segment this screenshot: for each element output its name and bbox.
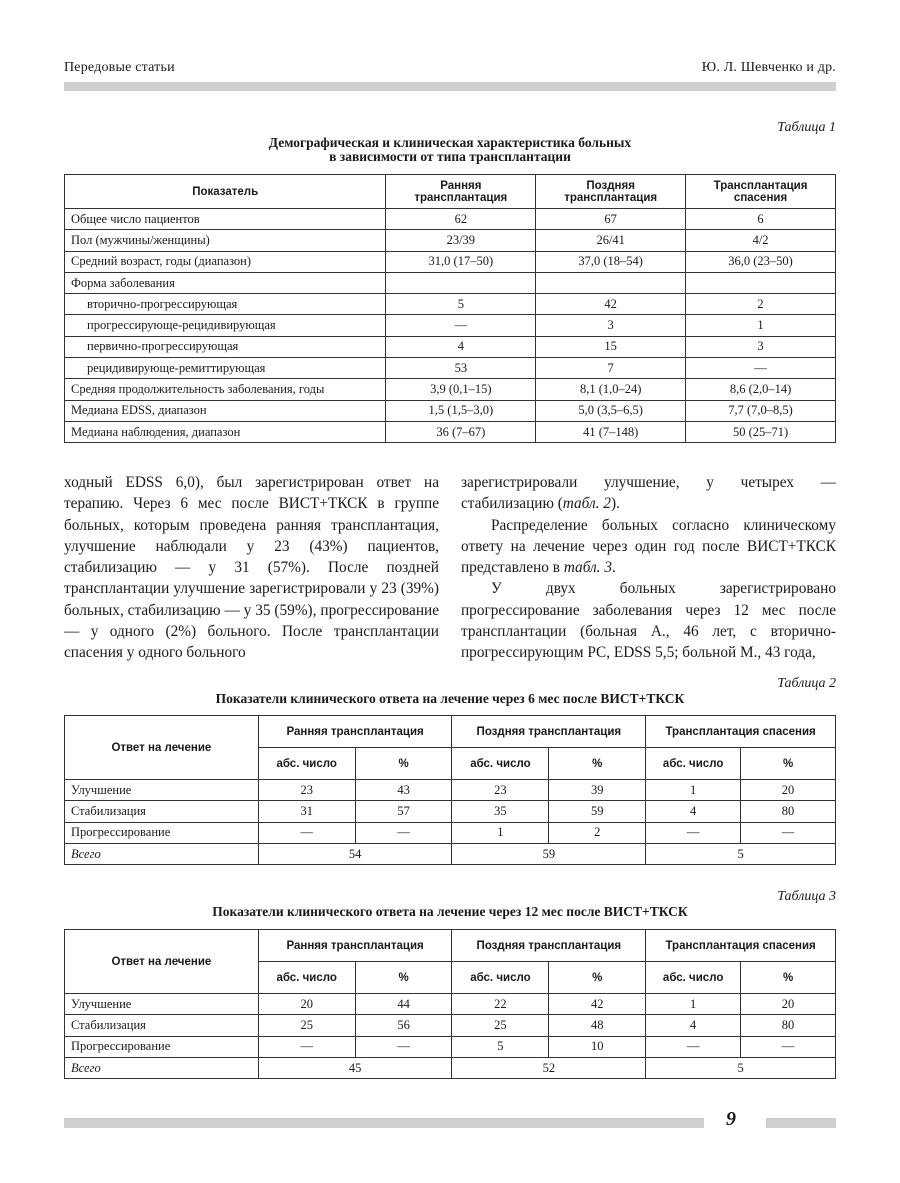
table-cell: 50 (25–71) bbox=[686, 421, 836, 442]
table-cell: 3 bbox=[536, 315, 686, 336]
table1-header: Ранняя трансплантация bbox=[386, 175, 536, 209]
total-cell: 45 bbox=[258, 1057, 452, 1078]
paragraph: Распределение больных согласно клиническому ответу на лечение через один год после ВИСТ+ТКСК представлено в табл. 3. bbox=[461, 516, 836, 577]
subheader-abs: абс. число bbox=[258, 748, 355, 780]
table-cell: 43 bbox=[355, 780, 452, 801]
table-cell: — bbox=[355, 822, 452, 843]
row-label: Медиана наблюдения, диапазон bbox=[65, 421, 386, 442]
table1-row bbox=[65, 358, 836, 379]
table-cell: 20 bbox=[258, 994, 355, 1015]
row-label: Пол (мужчины/женщины) bbox=[65, 230, 386, 251]
group-header: Ранняя трансплантация bbox=[258, 716, 452, 748]
table-cell: 26/41 bbox=[536, 230, 686, 251]
table-cell: 4/2 bbox=[686, 230, 836, 251]
table-cell: 80 bbox=[741, 801, 836, 822]
table-cell: — bbox=[686, 358, 836, 379]
table1-title-line1: Демографическая и клиническая характеристика больных bbox=[268, 135, 632, 150]
table2-row bbox=[65, 801, 836, 822]
table-cell bbox=[686, 272, 836, 293]
table-cell: 3 bbox=[686, 336, 836, 357]
table-cell: 80 bbox=[741, 1015, 836, 1036]
table-cell: 1 bbox=[646, 994, 741, 1015]
table-cell: 37,0 (18–54) bbox=[536, 251, 686, 272]
table-cell: 8,6 (2,0–14) bbox=[686, 379, 836, 400]
paragraph: У двух больных зарегистрировано прогрессирование заболевания через 12 мес после трансплантации (больная А., 46 лет, с вторично-прогрессирующим РС, EDSS 5,5; больной М., 43 года, bbox=[461, 580, 836, 662]
running-head bbox=[64, 60, 836, 80]
table-cell: 23 bbox=[452, 780, 549, 801]
table1-header-row bbox=[65, 175, 836, 209]
table-cell: 31,0 (17–50) bbox=[386, 251, 536, 272]
table1-row bbox=[65, 400, 836, 421]
subheader-abs: абс. число bbox=[646, 748, 741, 780]
table1-header: Трансплантация спасения bbox=[686, 175, 836, 209]
table3-row bbox=[65, 1015, 836, 1036]
group-header: Трансплантация спасения bbox=[646, 716, 836, 748]
paragraph: зарегистрировали улучшение, у четырех — стабилизацию (табл. 2). bbox=[461, 474, 836, 513]
table1-row bbox=[65, 315, 836, 336]
row-label: Прогрессирование bbox=[65, 1036, 259, 1057]
table-cell: 62 bbox=[386, 209, 536, 230]
text-column-left bbox=[64, 472, 439, 664]
row-label: Форма заболевания bbox=[65, 272, 386, 293]
table-cell: 5,0 (3,5–6,5) bbox=[536, 400, 686, 421]
table-cell: 1 bbox=[686, 315, 836, 336]
table-cell: 59 bbox=[549, 801, 646, 822]
row-label: Прогрессирование bbox=[65, 822, 259, 843]
footer-rule bbox=[64, 1118, 704, 1128]
subheader-abs: абс. число bbox=[452, 962, 549, 994]
subheader-pct: % bbox=[741, 962, 836, 994]
table1-row bbox=[65, 272, 836, 293]
table-cell: 23 bbox=[258, 780, 355, 801]
row-label: рецидивирующе-ремиттирующая bbox=[65, 358, 386, 379]
table3-title: Показатели клинического ответа на лечение через 12 мес после ВИСТ+ТКСК bbox=[212, 904, 688, 919]
table-cell: 2 bbox=[686, 294, 836, 315]
total-label: Всего bbox=[65, 843, 259, 864]
row-label: Улучшение bbox=[65, 780, 259, 801]
table-cell: 7,7 (7,0–8,5) bbox=[686, 400, 836, 421]
table-cell: 25 bbox=[452, 1015, 549, 1036]
table-cell: 20 bbox=[741, 780, 836, 801]
row-label: Средний возраст, годы (диапазон) bbox=[65, 251, 386, 272]
footer-rule bbox=[766, 1118, 836, 1128]
table3-row bbox=[65, 994, 836, 1015]
table1-row bbox=[65, 336, 836, 357]
table-cell: 20 bbox=[741, 994, 836, 1015]
group-header: Ранняя трансплантация bbox=[258, 930, 452, 962]
row-header: Ответ на лечение bbox=[65, 716, 259, 780]
table1-row bbox=[65, 251, 836, 272]
row-label: Улучшение bbox=[65, 994, 259, 1015]
table-cell: 67 bbox=[536, 209, 686, 230]
table-cell: 53 bbox=[386, 358, 536, 379]
row-label: Стабилизация bbox=[65, 1015, 259, 1036]
subheader-pct: % bbox=[549, 962, 646, 994]
table-cell: 3,9 (0,1–15) bbox=[386, 379, 536, 400]
header-rule bbox=[64, 82, 836, 91]
total-cell: 5 bbox=[646, 1057, 836, 1078]
table2-row bbox=[65, 780, 836, 801]
table2-title: Показатели клинического ответа на лечение через 6 мес после ВИСТ+ТКСК bbox=[215, 691, 685, 706]
table-cell: 8,1 (1,0–24) bbox=[536, 379, 686, 400]
table-cell: 1 bbox=[646, 780, 741, 801]
table-cell: 39 bbox=[549, 780, 646, 801]
row-label: Средняя продолжительность заболевания, годы bbox=[65, 379, 386, 400]
subheader-pct: % bbox=[355, 962, 452, 994]
table2-total-row bbox=[65, 843, 836, 864]
table-cell bbox=[536, 272, 686, 293]
subheader-abs: абс. число bbox=[646, 962, 741, 994]
total-cell: 5 bbox=[646, 843, 836, 864]
table-cell: — bbox=[741, 1036, 836, 1057]
total-cell: 54 bbox=[258, 843, 452, 864]
table1-row bbox=[65, 379, 836, 400]
section-title: Передовые статьи bbox=[64, 60, 175, 75]
table-cell: 6 bbox=[686, 209, 836, 230]
body-text bbox=[64, 472, 836, 672]
table-cell: — bbox=[646, 1036, 741, 1057]
table-cell: 15 bbox=[536, 336, 686, 357]
table-cell: 35 bbox=[452, 801, 549, 822]
table-cell: 56 bbox=[355, 1015, 452, 1036]
table1-title-line2: в зависимости от типа трансплантации bbox=[329, 149, 571, 164]
page-number: 9 bbox=[726, 1108, 736, 1130]
table-cell: 44 bbox=[355, 994, 452, 1015]
table3-header-row bbox=[65, 930, 836, 962]
table-cell: 57 bbox=[355, 801, 452, 822]
table1 bbox=[64, 174, 836, 443]
table-cell: 1,5 (1,5–3,0) bbox=[386, 400, 536, 421]
table1-row bbox=[65, 230, 836, 251]
table-cell: 4 bbox=[386, 336, 536, 357]
table3-row bbox=[65, 1036, 836, 1057]
table-cell: 10 bbox=[549, 1036, 646, 1057]
group-header: Поздняя трансплантация bbox=[452, 716, 646, 748]
subheader-abs: абс. число bbox=[258, 962, 355, 994]
row-label: вторично-прогрессирующая bbox=[65, 294, 386, 315]
subheader-pct: % bbox=[355, 748, 452, 780]
table-cell: 36 (7–67) bbox=[386, 421, 536, 442]
table-reference: табл. 2 bbox=[562, 495, 611, 513]
paragraph: ходный EDSS 6,0), был зарегистрирован ответ на терапию. Через 6 мес после ВИСТ+ТКСК в группе больных, которым проведена ранняя трансплантация, улучшение наблюдали у 23 (43%) пациентов, стабилизацию — у 31 (57%). После поздней трансплантации улучшение зарегистрировали у 23 (39%) больных, стабилизацию — у 35 (59%), прогрессирование — у одного (2%) больного. После трансплантации спасения у одного больного bbox=[64, 474, 439, 662]
table-cell: 4 bbox=[646, 1015, 741, 1036]
subheader-pct: % bbox=[549, 748, 646, 780]
table-cell: 1 bbox=[452, 822, 549, 843]
table2-header-row bbox=[65, 716, 836, 748]
table-cell: 31 bbox=[258, 801, 355, 822]
table-cell: 23/39 bbox=[386, 230, 536, 251]
table1-row bbox=[65, 209, 836, 230]
table-cell: 4 bbox=[646, 801, 741, 822]
table-cell: 2 bbox=[549, 822, 646, 843]
table2-caption: Таблица 2 bbox=[777, 676, 836, 691]
table-cell: — bbox=[355, 1036, 452, 1057]
total-cell: 59 bbox=[452, 843, 646, 864]
row-label: Медиана EDSS, диапазон bbox=[65, 400, 386, 421]
text-column-right bbox=[461, 472, 836, 664]
table1-caption: Таблица 1 bbox=[777, 120, 836, 135]
table-cell: 36,0 (23–50) bbox=[686, 251, 836, 272]
table-cell: 5 bbox=[452, 1036, 549, 1057]
table-cell: — bbox=[258, 822, 355, 843]
row-label: первично-прогрессирующая bbox=[65, 336, 386, 357]
table3-total-row bbox=[65, 1057, 836, 1078]
table-cell: 22 bbox=[452, 994, 549, 1015]
table-cell bbox=[386, 272, 536, 293]
table-cell: — bbox=[741, 822, 836, 843]
row-label: Общее число пациентов bbox=[65, 209, 386, 230]
table3-caption: Таблица 3 bbox=[777, 889, 836, 904]
table1-row bbox=[65, 421, 836, 442]
table-cell: 7 bbox=[536, 358, 686, 379]
table-cell: 42 bbox=[536, 294, 686, 315]
row-label: прогрессирующе-рецидивирующая bbox=[65, 315, 386, 336]
table1-header: Поздняя трансплантация bbox=[536, 175, 686, 209]
subheader-pct: % bbox=[741, 748, 836, 780]
table-cell: 42 bbox=[549, 994, 646, 1015]
table2 bbox=[64, 715, 836, 865]
table-cell: 25 bbox=[258, 1015, 355, 1036]
table-cell: 5 bbox=[386, 294, 536, 315]
table1-row bbox=[65, 294, 836, 315]
table3 bbox=[64, 929, 836, 1079]
total-cell: 52 bbox=[452, 1057, 646, 1078]
group-header: Трансплантация спасения bbox=[646, 930, 836, 962]
table1-title bbox=[64, 136, 836, 164]
table-cell: 41 (7–148) bbox=[536, 421, 686, 442]
table-cell: 48 bbox=[549, 1015, 646, 1036]
total-label: Всего bbox=[65, 1057, 259, 1078]
table-cell: — bbox=[386, 315, 536, 336]
row-label: Стабилизация bbox=[65, 801, 259, 822]
table-cell: — bbox=[258, 1036, 355, 1057]
authors: Ю. Л. Шевченко и др. bbox=[701, 60, 836, 75]
row-header: Ответ на лечение bbox=[65, 930, 259, 994]
table1-header: Показатель bbox=[65, 175, 386, 209]
table2-row bbox=[65, 822, 836, 843]
table-reference: табл. 3 bbox=[563, 559, 612, 577]
subheader-abs: абс. число bbox=[452, 748, 549, 780]
group-header: Поздняя трансплантация bbox=[452, 930, 646, 962]
table-cell: — bbox=[646, 822, 741, 843]
